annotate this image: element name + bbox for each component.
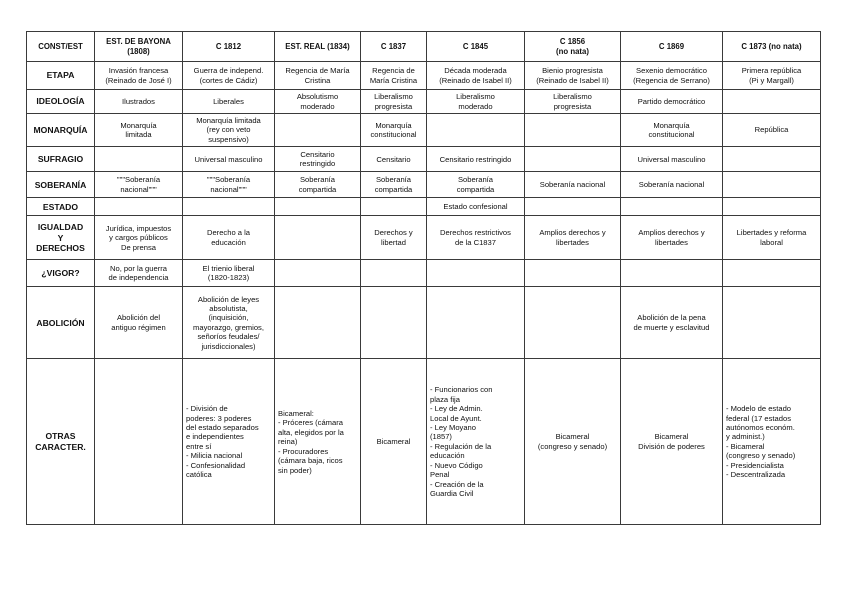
header-row: [27, 32, 821, 62]
table-cell: [621, 287, 723, 359]
cell-text-line: IGUALDAD: [37, 221, 84, 232]
cell-text-line: """Soberanía: [116, 175, 161, 185]
table-cell: [95, 216, 183, 260]
table-cell: [525, 147, 621, 172]
cell-text-line: Liberalismo: [456, 92, 495, 102]
cell-text-line: limitada: [125, 130, 152, 140]
table-cell: [275, 114, 361, 147]
cell-text-line: EST. DE BAYONA: [106, 36, 171, 46]
cell-text-line: ¿VIGOR?: [41, 268, 80, 279]
table-cell: [361, 198, 427, 216]
row-label: [27, 260, 95, 287]
cell-text-line: Abolición de la pena: [637, 313, 706, 323]
cell-text-line: EST. REAL (1834): [285, 41, 350, 51]
cell-text-line: suspensivo): [208, 134, 249, 144]
cell-text-line: Sexenio democrático: [636, 66, 707, 76]
cell-text-line: - Presidencialista: [726, 460, 784, 470]
table-cell: [95, 114, 183, 147]
table-row: [27, 147, 821, 172]
cell-text-line: CONST/EST: [38, 41, 83, 51]
table-cell: [427, 287, 525, 359]
cell-text-line: Soberanía: [457, 175, 494, 185]
table-cell: [95, 260, 183, 287]
cell-text-line: progresista: [374, 101, 413, 111]
cell-text-line: De prensa: [120, 242, 157, 252]
cell-text-line: - Descentralizada: [726, 470, 786, 480]
cell-text-line: - Modelo de estado: [726, 404, 792, 414]
table-cell: [183, 198, 275, 216]
column-header: [723, 32, 821, 62]
cell-text-line: No, por la guerra: [110, 263, 167, 273]
table-cell: [275, 90, 361, 114]
table-cell: [361, 260, 427, 287]
table-cell: [275, 216, 361, 260]
table-cell: [275, 198, 361, 216]
cell-text-line: (Reinado de Isabel II): [536, 75, 609, 85]
constitutions-table-page: [26, 31, 820, 525]
table-cell: [427, 114, 525, 147]
cell-text-line: moderado: [458, 101, 493, 111]
cell-text-line: Liberalismo: [553, 92, 592, 102]
table-cell: [361, 359, 427, 525]
cell-text-line: Amplios derechos y: [638, 228, 705, 238]
table-row: [27, 198, 821, 216]
cell-text-line: - Confesionalidad: [186, 460, 246, 470]
cell-text-line: Universal masculino: [194, 154, 263, 164]
table-cell: [275, 359, 361, 525]
cell-text-line: libertades: [556, 237, 589, 247]
cell-text-line: - Próceres (cámara: [278, 418, 343, 428]
cell-text-line: Partido democrático: [637, 96, 706, 106]
cell-text-line: (Pi y Margall): [749, 75, 794, 85]
cell-text-line: (Regencia de Serrano): [633, 75, 710, 85]
table-cell: [427, 90, 525, 114]
cell-text-line: Ilustrados: [122, 96, 155, 106]
table-cell: [183, 216, 275, 260]
table-cell: [95, 359, 183, 525]
cell-text-line: Derechos restrictivos: [440, 228, 511, 238]
cell-text-line: Monarquía: [120, 120, 157, 130]
table-row: [27, 359, 821, 525]
cell-text-line: Década moderada: [444, 66, 507, 76]
cell-text-line: Local de Ayunt.: [430, 413, 482, 423]
table-cell: [621, 172, 723, 198]
cell-text-line: libertades: [655, 237, 688, 247]
cell-text-line: Amplios derechos y: [539, 228, 606, 238]
table-cell: [361, 172, 427, 198]
cell-text-line: Censitario restringido: [439, 154, 512, 164]
cell-text-line: (Reinado de Isabel II): [439, 75, 512, 85]
cell-text-line: (1857): [430, 432, 452, 442]
cell-text-line: del estado separados: [186, 422, 259, 432]
cell-text-line: (congreso y senado): [537, 441, 608, 451]
cell-text-line: Monarquía: [375, 120, 412, 130]
cell-text-line: ESTADO: [42, 201, 79, 212]
cell-text-line: (Reinado de José I): [105, 75, 172, 85]
table-cell: [723, 90, 821, 114]
cell-text-line: C 1845: [462, 41, 489, 51]
table-cell: [621, 147, 723, 172]
table-row: [27, 287, 821, 359]
cell-text-line: Bicameral:: [278, 408, 314, 418]
cell-text-line: señoríos feudales/: [197, 332, 260, 342]
table-cell: [525, 287, 621, 359]
cell-text-line: (cortes de Cádiz): [199, 75, 258, 85]
table-cell: [621, 359, 723, 525]
row-label: [27, 359, 95, 525]
table-cell: [361, 287, 427, 359]
row-label: [27, 62, 95, 90]
cell-text-line: Derecho a la: [206, 228, 251, 238]
cell-text-line: mayorazgo, gremios,: [193, 322, 264, 332]
row-label: [27, 114, 95, 147]
cell-text-line: - División de: [186, 404, 228, 414]
table-cell: [95, 172, 183, 198]
cell-text-line: Liberales: [213, 96, 244, 106]
cell-text-line: - Bicameral: [726, 441, 765, 451]
cell-text-line: compartida: [374, 184, 413, 194]
row-label: [27, 216, 95, 260]
table-cell: [275, 172, 361, 198]
table-cell: [427, 62, 525, 90]
table-cell: [723, 114, 821, 147]
cell-text-line: Monarquía limitada: [196, 116, 261, 125]
cell-text-line: Monarquía: [653, 120, 690, 130]
cell-text-line: nacional""": [210, 184, 247, 194]
table-cell: [723, 359, 821, 525]
cell-text-line: nacional""": [120, 184, 157, 194]
cell-text-line: SOBERANÍA: [34, 179, 87, 190]
table-cell: [95, 198, 183, 216]
cell-text-line: Abolición del: [116, 313, 161, 323]
cell-text-line: Regencia de María: [285, 66, 350, 76]
table-cell: [525, 359, 621, 525]
cell-text-line: - Procuradores: [278, 446, 329, 456]
table-cell: [723, 260, 821, 287]
cell-text-line: """Soberanía: [206, 175, 251, 185]
cell-text-line: IDEOLOGÍA: [36, 96, 85, 107]
table-cell: [361, 216, 427, 260]
cell-text-line: Soberanía: [299, 175, 336, 185]
cell-text-line: Soberanía: [375, 175, 412, 185]
column-header: [275, 32, 361, 62]
row-label: [27, 172, 95, 198]
cell-text-line: antiguo régimen: [111, 322, 166, 332]
cell-text-line: - Milicia nacional: [186, 451, 243, 461]
cell-text-line: compartida: [456, 184, 495, 194]
cell-text-line: de la C1837: [455, 237, 496, 247]
cell-text-line: Bicameral: [376, 437, 411, 447]
cell-text-line: libertad: [381, 237, 406, 247]
column-header: [27, 32, 95, 62]
cell-text-line: ETAPA: [46, 70, 75, 81]
cell-text-line: absolutista,: [209, 303, 248, 313]
table-cell: [723, 147, 821, 172]
cell-text-line: ABOLICIÓN: [36, 317, 85, 328]
cell-text-line: Derechos y: [374, 228, 413, 238]
table-cell: [621, 114, 723, 147]
cell-text-line: federal (17 estados: [726, 413, 792, 423]
table-cell: [525, 260, 621, 287]
cell-text-line: Guerra de independ.: [193, 66, 264, 76]
table-cell: [427, 172, 525, 198]
cell-text-line: y cargos públicos: [109, 233, 168, 243]
cell-text-line: jurisdiccionales): [201, 341, 256, 351]
cell-text-line: Penal: [430, 470, 450, 480]
cell-text-line: División de poderes: [638, 441, 705, 451]
cell-text-line: Regencia de: [372, 66, 415, 76]
table-cell: [183, 287, 275, 359]
cell-text-line: progresista: [553, 101, 592, 111]
column-header: [621, 32, 723, 62]
table-cell: [427, 216, 525, 260]
cell-text-line: moderado: [300, 101, 335, 111]
cell-text-line: sin poder): [278, 465, 312, 475]
cell-text-line: (no nata): [556, 46, 589, 56]
cell-text-line: C 1869: [658, 41, 685, 51]
cell-text-line: plaza fija: [430, 394, 460, 404]
table-cell: [525, 216, 621, 260]
cell-text-line: C 1873 (no nata): [741, 41, 802, 51]
table-row: [27, 114, 821, 147]
table-cell: [275, 147, 361, 172]
row-label: [27, 90, 95, 114]
cell-text-line: - Regulación de la: [430, 441, 492, 451]
cell-text-line: Guardia Civil: [430, 489, 474, 499]
cell-text-line: Universal masculino: [637, 154, 706, 164]
table-cell: [427, 198, 525, 216]
cell-text-line: Bicameral: [654, 432, 689, 442]
table-body: [27, 62, 821, 525]
cell-text-line: alta, elegidos por la: [278, 427, 344, 437]
cell-text-line: C 1812: [215, 41, 242, 51]
table-row: [27, 260, 821, 287]
cell-text-line: - Ley de Admin.: [430, 404, 483, 414]
table-row: [27, 90, 821, 114]
cell-text-line: de independencia: [108, 273, 169, 283]
cell-text-line: Bicameral: [555, 432, 590, 442]
cell-text-line: Censitario: [300, 149, 335, 159]
cell-text-line: Invasión francesa: [108, 66, 169, 76]
table-cell: [95, 287, 183, 359]
table-cell: [183, 359, 275, 525]
cell-text-line: Soberanía nacional: [638, 180, 705, 190]
cell-text-line: MONARQUÍA: [33, 124, 88, 135]
table-cell: [95, 90, 183, 114]
table-cell: [183, 62, 275, 90]
table-row: [27, 216, 821, 260]
cell-text-line: compartida: [298, 184, 337, 194]
cell-text-line: reina): [278, 437, 298, 447]
cell-text-line: Primera república: [741, 66, 802, 76]
table-cell: [183, 260, 275, 287]
constitutions-comparison-table: [26, 31, 821, 525]
cell-text-line: OTRAS: [45, 431, 76, 442]
cell-text-line: Soberanía nacional: [539, 180, 606, 190]
table-cell: [723, 198, 821, 216]
table-cell: [183, 147, 275, 172]
table-cell: [361, 147, 427, 172]
cell-text-line: católica: [186, 470, 212, 480]
cell-text-line: - Nuevo Código: [430, 460, 483, 470]
cell-text-line: restringido: [299, 159, 336, 169]
cell-text-line: constitucional: [648, 130, 695, 140]
table-cell: [275, 287, 361, 359]
cell-text-line: Abolición de leyes: [197, 294, 260, 304]
cell-text-line: - Funcionarios con: [430, 385, 493, 395]
cell-text-line: C 1837: [380, 41, 407, 51]
table-cell: [621, 90, 723, 114]
cell-text-line: de muerte y esclavitud: [633, 322, 710, 332]
cell-text-line: SUFRAGIO: [37, 154, 84, 165]
cell-text-line: C 1856: [559, 36, 586, 46]
cell-text-line: (cámara baja, ricos: [278, 456, 343, 466]
column-header: [183, 32, 275, 62]
cell-text-line: Liberalismo: [374, 92, 413, 102]
cell-text-line: constitucional: [370, 130, 417, 140]
cell-text-line: laboral: [760, 237, 783, 247]
row-label: [27, 198, 95, 216]
cell-text-line: educación: [211, 237, 246, 247]
cell-text-line: y administ.): [726, 432, 765, 442]
cell-text-line: - Ley Moyano: [430, 422, 477, 432]
column-header: [525, 32, 621, 62]
table-cell: [183, 114, 275, 147]
column-header: [361, 32, 427, 62]
cell-text-line: (inquisición,: [208, 313, 249, 323]
cell-text-line: poderes: 3 poderes: [186, 413, 252, 423]
cell-text-line: Libertades y reforma: [736, 228, 807, 238]
table-cell: [95, 62, 183, 90]
column-header: [95, 32, 183, 62]
cell-text-line: (rey con veto: [206, 125, 251, 135]
table-cell: [723, 172, 821, 198]
table-cell: [361, 114, 427, 147]
cell-text-line: Estado confesional: [443, 202, 508, 212]
table-cell: [361, 90, 427, 114]
cell-text-line: CARACTER.: [35, 441, 86, 452]
table-row: [27, 172, 821, 198]
cell-text-line: Censitario: [376, 154, 411, 164]
table-cell: [621, 260, 723, 287]
cell-text-line: República: [754, 125, 789, 135]
cell-text-line: educación: [430, 451, 465, 461]
table-cell: [427, 260, 525, 287]
table-row: [27, 62, 821, 90]
table-cell: [427, 147, 525, 172]
table-cell: [525, 172, 621, 198]
table-cell: [621, 216, 723, 260]
cell-text-line: Bienio progresista: [542, 66, 603, 76]
table-cell: [621, 198, 723, 216]
cell-text-line: entre sí: [186, 441, 212, 451]
table-cell: [361, 62, 427, 90]
cell-text-line: Jurídica, impuestos: [105, 223, 172, 233]
table-cell: [275, 62, 361, 90]
cell-text-line: Cristina: [304, 75, 331, 85]
table-cell: [723, 287, 821, 359]
table-cell: [427, 359, 525, 525]
cell-text-line: (1820-1823): [207, 273, 250, 283]
table-cell: [525, 90, 621, 114]
row-label: [27, 287, 95, 359]
table-cell: [621, 62, 723, 90]
column-header: [427, 32, 525, 62]
cell-text-line: Y: [57, 232, 64, 243]
cell-text-line: (1808): [127, 46, 150, 56]
table-cell: [183, 90, 275, 114]
cell-text-line: El trienio liberal: [202, 263, 255, 273]
table-cell: [525, 198, 621, 216]
cell-text-line: DERECHOS: [36, 243, 85, 254]
cell-text-line: e independientes: [186, 432, 244, 442]
table-cell: [525, 62, 621, 90]
cell-text-line: autónomos económ.: [726, 422, 795, 432]
row-label: [27, 147, 95, 172]
table-cell: [525, 114, 621, 147]
table-cell: [95, 147, 183, 172]
cell-text-line: - Creación de la: [430, 479, 484, 489]
table-cell: [183, 172, 275, 198]
cell-text-line: María Cristina: [369, 75, 418, 85]
cell-text-line: Absolutismo: [296, 92, 339, 102]
cell-text-line: (congreso y senado): [726, 451, 796, 461]
table-cell: [275, 260, 361, 287]
table-cell: [723, 216, 821, 260]
table-cell: [723, 62, 821, 90]
